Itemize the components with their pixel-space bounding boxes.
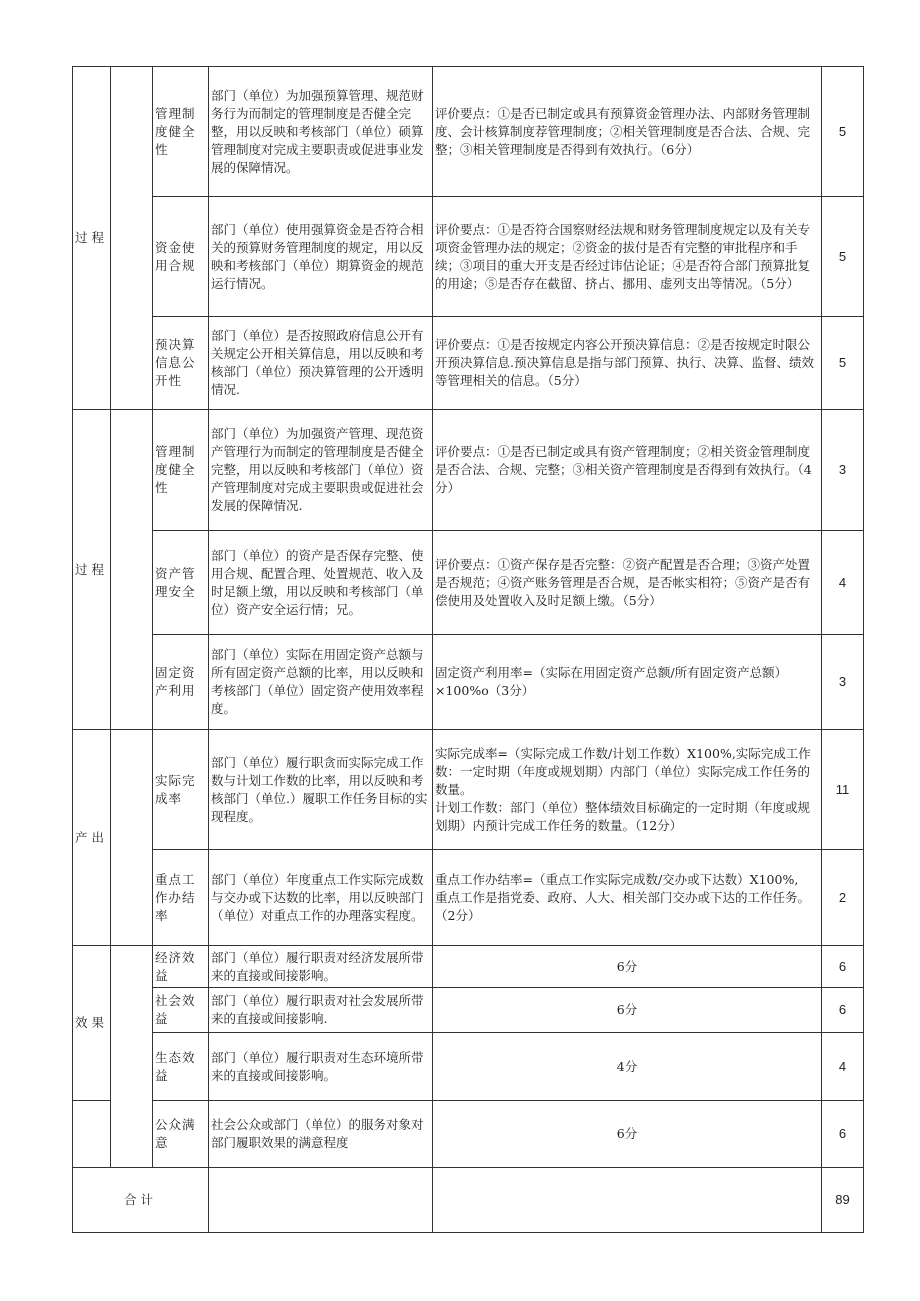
indicator-cell: 预决算信息公开性 xyxy=(153,317,209,410)
score-cell: 6 xyxy=(822,946,864,988)
table-row xyxy=(73,197,864,317)
criteria-line: 重点工作办结率=（重点工作实际完成数/交办或下达数）X100%, xyxy=(435,871,799,887)
table-row xyxy=(73,730,864,850)
criteria-cell: 6分 xyxy=(433,946,822,988)
criteria-line: 重点工作是指党委、政府、人大、相关部门交办或下达的工作任务。（2分） xyxy=(435,889,811,923)
evaluation-table xyxy=(72,66,864,1233)
table-row xyxy=(73,67,864,197)
description-cell: 部门（单位）为加强资产管理、现范资产管理行为而制定的管理制度是否健全完整，用以反映和考核部门（单位）资产管理制度对完成主要职贵或促进社会发展的保障情况. xyxy=(209,410,433,531)
score-cell: 6 xyxy=(822,1101,864,1168)
criteria-cell: 固定资产利用率=（实际在用固定资产总额/所有固定资产总额）×100%o（3分） xyxy=(433,635,822,730)
description-cell: 部门（单位）履行职责对生态环境所带来的直接或间接影响。 xyxy=(209,1033,433,1101)
indicator-cell: 公众满意 xyxy=(153,1101,209,1168)
table-row xyxy=(73,946,864,988)
description-cell: 部门（单位）是否按照政府信息公开有关规定公开相关算信息，用以反映和考核部门（单位）预决算管理的公开透明情况. xyxy=(209,317,433,410)
category-cell: 过程 xyxy=(73,410,111,730)
indicator-cell: 重点工作办结率 xyxy=(153,850,209,946)
score-cell: 5 xyxy=(822,67,864,197)
table-row xyxy=(73,988,864,1033)
score-cell: 4 xyxy=(822,1033,864,1101)
indicator-cell: 固定资产利用 xyxy=(153,635,209,730)
subcategory-cell xyxy=(111,410,153,730)
table-row xyxy=(73,531,864,635)
criteria-cell: 评价要点：①是否已制定或具有预算资金管理办法、内部财务管理制度、会计核算制度荐管理制度；②相关管理制度是否合法、合规、完整；③相关管理制度是否得到有效执行。（6分） xyxy=(433,67,822,197)
criteria-cell xyxy=(433,1168,822,1233)
total-label: 合计 xyxy=(73,1168,209,1233)
score-cell: 5 xyxy=(822,317,864,410)
indicator-cell: 生态效益 xyxy=(153,1033,209,1101)
indicator-cell: 管理制度健全性 xyxy=(153,67,209,197)
criteria-cell: 6分 xyxy=(433,1101,822,1168)
table-row xyxy=(73,1033,864,1101)
table-row xyxy=(73,410,864,531)
score-cell: 6 xyxy=(822,988,864,1033)
description-cell: 部门（单位）履行职责对社会发展所带来的直接或间接影响. xyxy=(209,988,433,1033)
criteria-cell: 评价要点：①是否符合国察财经法规和财务管理制度规定以及有关专项资金管理办法的规定；②资金的拔付是否有完整的审批程序和手续；③项目的重大开支是否经过讳估论证；④是否符合部门预算批复的用途；⑤是否存在截留、挤占、挪用、虚列支出等情况。（5分） xyxy=(433,197,822,317)
criteria-line: 实际完成率=（实际完成工作数/计划工作数）X100%,实际完成工作数：一定时期（年度或规划期）内部门（单位）实际完成工作任务的数量。 xyxy=(435,745,811,797)
description-cell: 部门（单位）的资产是否保存完整、使用合规、配置合理、处置规范、收入及时足额上缴，用以反映和考核部门（单位）资产安全运行情；兄。 xyxy=(209,531,433,635)
subcategory-cell xyxy=(111,730,153,946)
description-cell: 部门（单位）履行职责对经济发展所带来的直接或间接影响。 xyxy=(209,946,433,988)
indicator-cell: 资金使用合规 xyxy=(153,197,209,317)
score-cell: 5 xyxy=(822,197,864,317)
subcategory-cell xyxy=(111,946,153,1168)
table-row xyxy=(73,635,864,730)
criteria-cell xyxy=(433,730,822,850)
score-cell: 11 xyxy=(822,730,864,850)
description-cell: 部门（单位）实际在用固定资产总额与所有固定资产总额的比率，用以反映和考核部门（单位）固定资产使用效率程度。 xyxy=(209,635,433,730)
indicator-cell: 经济效益 xyxy=(153,946,209,988)
criteria-cell: 4分 xyxy=(433,1033,822,1101)
total-row xyxy=(73,1168,864,1233)
description-cell: 部门（单位）年度重点工作实际完成数与交办或下达数的比率，用以反映部门（单位）对重点工作的办理落实程度。 xyxy=(209,850,433,946)
category-cell xyxy=(73,1101,111,1168)
subcategory-cell xyxy=(111,67,153,410)
criteria-cell: 评价要点：①是否按规定内容公开预决算信息：②是否按规定时限公开预决算信息.预决算信息是指与部门预算、执行、决算、监督、绩效等管理相关的信息。（5分） xyxy=(433,317,822,410)
criteria-cell xyxy=(433,850,822,946)
category-cell: 效果 xyxy=(73,946,111,1101)
table-row xyxy=(73,317,864,410)
score-cell: 3 xyxy=(822,410,864,531)
table-row xyxy=(73,850,864,946)
indicator-cell: 资产管理安全 xyxy=(153,531,209,635)
indicator-cell: 管理制度健全性 xyxy=(153,410,209,531)
description-cell: 部门（单位）履行职贪而实际完成工作数与计划工作数的比率，用以反映和考核部门（单位.）履职工作任务目标的实现程度。 xyxy=(209,730,433,850)
total-score: 89 xyxy=(822,1168,864,1233)
score-cell: 3 xyxy=(822,635,864,730)
category-cell: 过程 xyxy=(73,67,111,410)
description-cell: 部门（单位）为加强预算管理、规范财务行为而制定的管理制度是否健全完整，用以反映和考核部门（单位）硕算管理制度对完成主要职责或促进事业发展的保障情况。 xyxy=(209,67,433,197)
category-cell: 产出 xyxy=(73,730,111,946)
table-row xyxy=(73,1101,864,1168)
criteria-cell: 6分 xyxy=(433,988,822,1033)
description-cell: 部门（单位）使用强算资金是否符合相关的预算财务管理制度的规定，用以反映和考核部门（单位）期算资金的规范运行情况。 xyxy=(209,197,433,317)
score-cell: 4 xyxy=(822,531,864,635)
criteria-cell: 评价要点：①是否已制定或具有资产管理制度；②相关资金管理制度是否合法、合规、完整；③相关资产管理制度是否得到有效执行。（4分） xyxy=(433,410,822,531)
indicator-cell: 社会效益 xyxy=(153,988,209,1033)
indicator-cell: 实际完成率 xyxy=(153,730,209,850)
description-cell xyxy=(209,1168,433,1233)
score-cell: 2 xyxy=(822,850,864,946)
description-cell: 社会公众或部门（单位）的服务对象对部门履职效果的满意程度 xyxy=(209,1101,433,1168)
criteria-cell: 评价要点：①资产保存是否完整：②资产配置是否合理；③资产处置是否规范；④资产账务管理是否合规，是否帐实相符；⑤资产是否有偿使用及处置收入及时足额上缴。（5分） xyxy=(433,531,822,635)
criteria-line: 计划工作数：部门（单位）整体绩效目标确定的一定时期（年度或规划期）内预计完成工作任务的数量。（12分） xyxy=(435,799,811,833)
